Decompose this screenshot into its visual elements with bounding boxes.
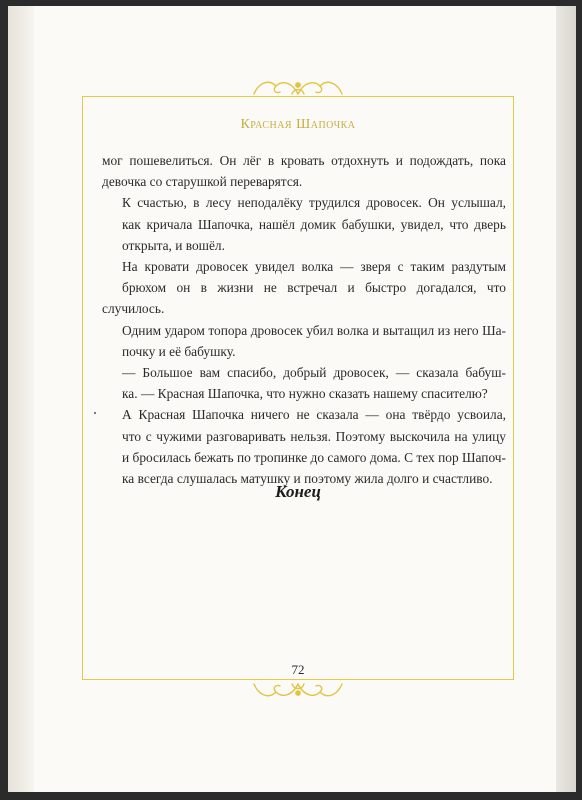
text-line: что с чужими разговаривать нельзя. Поэтому выскочила на улицу <box>122 428 506 444</box>
text-line: и бросилась бежать по тропинке до самого дома. С тех пор Шапоч- <box>122 449 506 465</box>
page-edge <box>556 6 576 792</box>
top-ornament-icon <box>248 74 348 100</box>
text-line: мог пошевелиться. Он лёг в кровать отдохнуть и подождать, пока <box>102 153 506 168</box>
text-line: — Большое вам спасибо, добрый дровосек, — сказала бабуш- <box>122 365 506 381</box>
running-head: Красная Шапочка <box>240 117 356 132</box>
paragraph <box>102 404 506 489</box>
scan-speck <box>94 412 96 414</box>
bottom-ornament-icon <box>248 678 348 704</box>
text-line: ка. — Красная Шапочка, что нужно сказать нашему спасителю? <box>122 386 488 402</box>
text-line: как кричала Шапочка, нашёл домик бабушки, увидел, что дверь <box>122 216 506 232</box>
text-line: К счастью, в лесу неподалёку трудился дровосек. Он услышал, <box>122 195 506 211</box>
book-spine <box>8 6 34 792</box>
text-line: брюхом он в жизни не встречал и быстро догадался, что случилось. <box>102 280 506 317</box>
paragraph <box>102 362 506 404</box>
text-line: открыта, и вошёл. <box>122 237 225 253</box>
text-line: ка всегда слушалась матушку и поэтому жила долго и счастливо. <box>122 471 493 487</box>
text-line: почку и её бабушку. <box>122 343 236 359</box>
page-number: 72 <box>291 662 305 677</box>
text-line: На кровати дровосек увидел волка — зверя с таким раздутым <box>122 259 506 275</box>
text-line: Одним ударом топора дровосек убил волка и вытащил из него Ша- <box>122 322 506 338</box>
text-line: А Красная Шапочка ничего не сказала — она твёрдо усвоила, <box>122 407 506 423</box>
paragraph <box>102 192 506 256</box>
paragraph <box>102 256 506 362</box>
body-text <box>102 150 506 489</box>
paragraph <box>102 150 506 192</box>
end-sign: Конец <box>275 482 321 501</box>
text-line: девочка со старушкой переварятся. <box>102 174 303 190</box>
